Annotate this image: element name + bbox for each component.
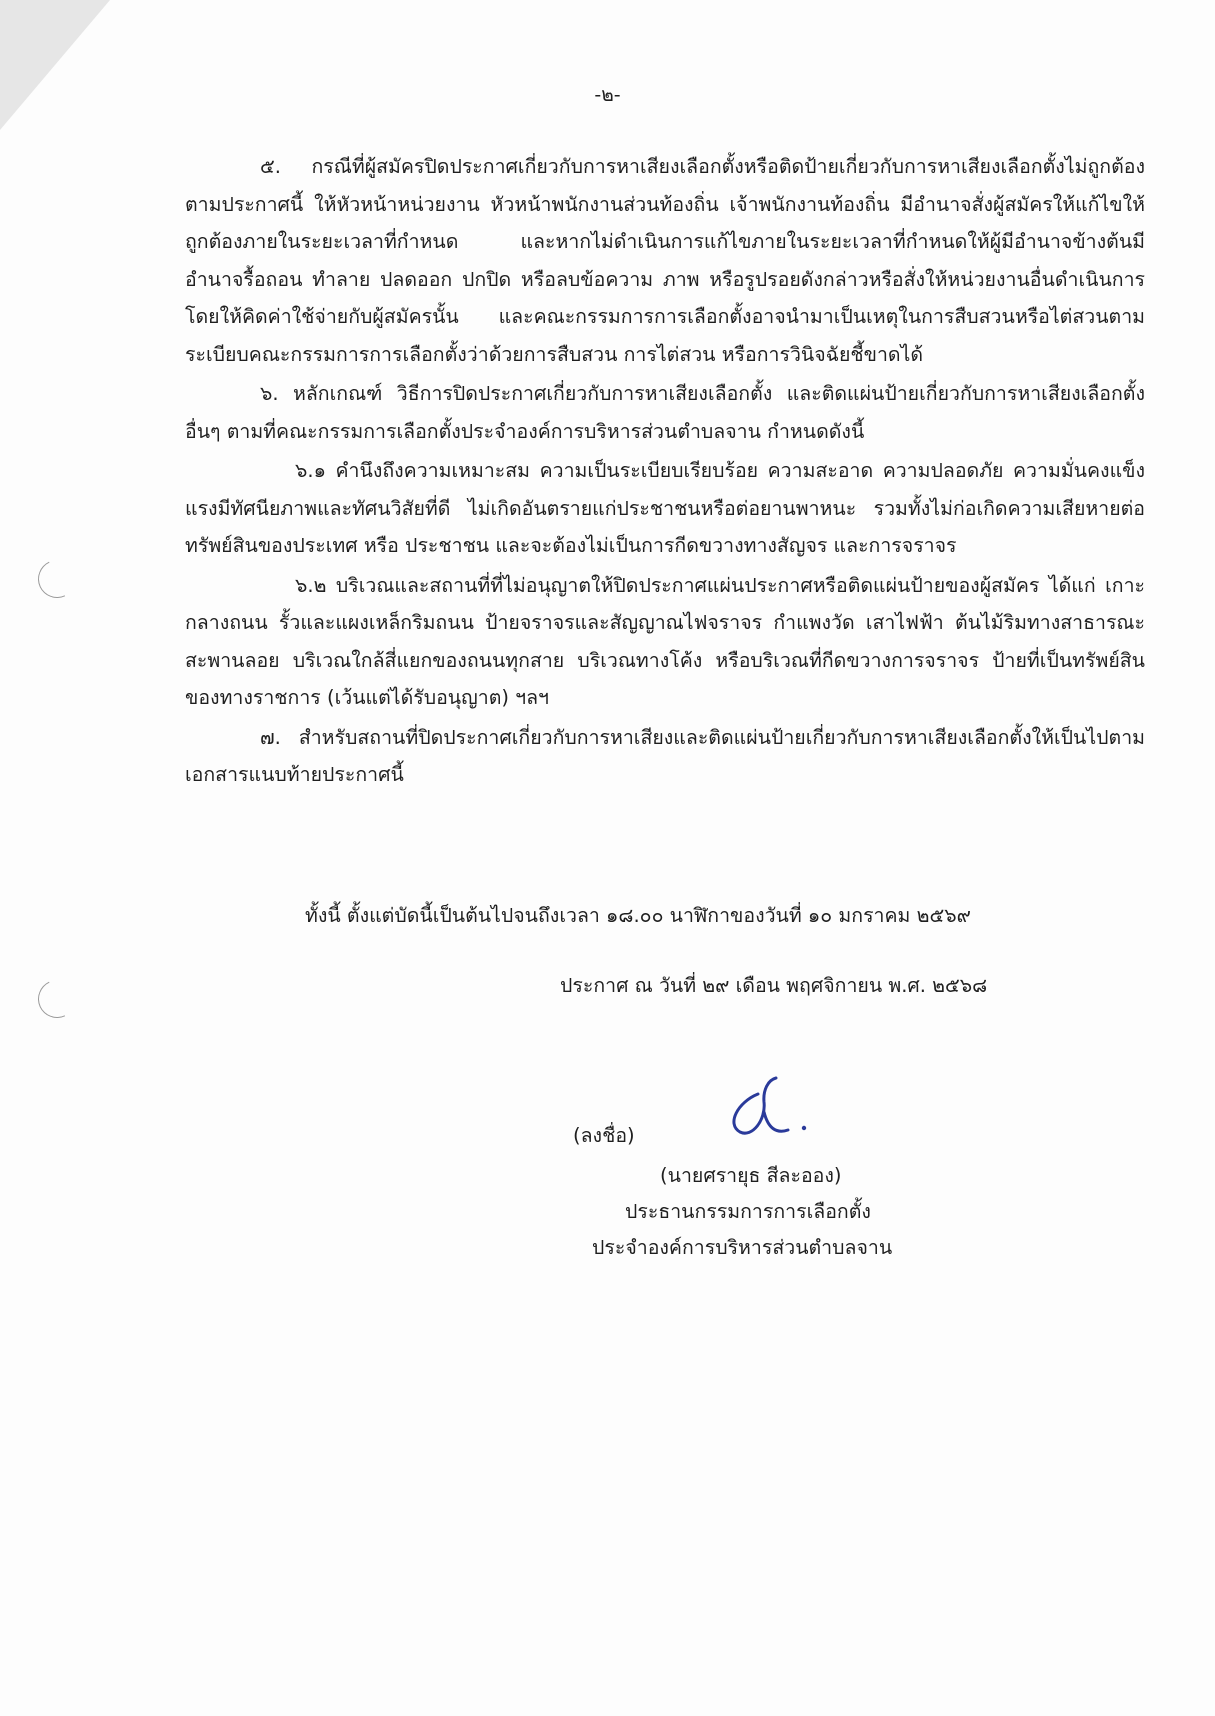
page-number: -๒- (594, 84, 621, 106)
paragraph-5: ๕. กรณีที่ผู้สมัครปิดประกาศเกี่ยวกับการหาเสียงเลือกตั้งหรือติดป้ายเกี่ยวกับการหาเสียงเลือกตั้งไม่ถูกต้องตามประกาศนี้ ให้หัวหน้าหน่วยงาน หัวหน้าพนักงานส่วนท้องถิ่น เจ้าพนักงานท้องถิ่น มีอำนาจสั่งผู้สมัครให้แก้ไขให้ถูกต้องภายในระยะเวลาที่กำหนด และหากไม่ดำเนินการแก้ไขภายในระยะเวลาที่กำหนดให้ผู้มีอำนาจข้างต้นมีอำนาจรื้อถอน ทำลาย ปลดออก ปกปิด หรือลบข้อความ ภาพ หรือรูปรอยดังกล่าวหรือสั่งให้หน่วยงานอื่นดำเนินการ โดยให้คิดค่าใช้จ่ายกับผู้สมัครนั้น และคณะกรรมการการเลือกตั้งอาจนำมาเป็นเหตุในการสืบสวนหรือไต่สวนตามระเบียบคณะกรรมการการเลือกตั้งว่าด้วยการสืบสวน การไต่สวน หรือการวินิจฉัยชี้ขาดได้ (185, 155, 1145, 366)
punch-hole-mark (33, 555, 82, 604)
signer-organization: ประจำองค์การบริหารส่วนตำบลจาน (592, 1236, 893, 1259)
document-body (185, 148, 1145, 794)
handwritten-signature (718, 1072, 828, 1142)
effective-period: ทั้งนี้ ตั้งแต่บัดนี้เป็นต้นไปจนถึงเวลา ๑๘.๐๐ นาฬิกาของวันที่ ๑๐ มกราคม ๒๕๖๙ (305, 904, 971, 927)
paragraph-6: ๖. หลักเกณฑ์ วิธีการปิดประกาศเกี่ยวกับการหาเสียงเลือกตั้ง และติดแผ่นป้ายเกี่ยวกับการหาเสียงเลือกตั้งอื่นๆ ตามที่คณะกรรมการเลือกตั้งประจำองค์การบริหารส่วนตำบลจาน กำหนดดังนี้ (185, 382, 1145, 443)
signature-label: (ลงชื่อ) (573, 1124, 635, 1147)
corner-fold (0, 0, 110, 130)
signer-title: ประธานกรรมการการเลือกตั้ง (625, 1200, 871, 1223)
announcement-date: ประกาศ ณ วันที่ ๒๙ เดือน พฤศจิกายน พ.ศ. ๒๕๖๘ (560, 974, 988, 997)
signer-name: (นายศรายุธ สีละออง) (660, 1164, 842, 1187)
paragraph-6-1: ๖.๑ คำนึงถึงความเหมาะสม ความเป็นระเบียบเรียบร้อย ความสะอาด ความปลอดภัย ความมั่นคงแข็งแรงมีทัศนียภาพและทัศนวิสัยที่ดี ไม่เกิดอันตรายแก่ประชาชนหรือต่อยานพาหนะ รวมทั้งไม่ก่อเกิดความเสียหายต่อทรัพย์สินของประเทศ หรือ ประชาชน และจะต้องไม่เป็นการกีดขวางทางสัญจร และการจราจร (185, 459, 1145, 557)
punch-hole-mark (33, 975, 82, 1024)
paragraph-7: ๗. สำหรับสถานที่ปิดประกาศเกี่ยวกับการหาเสียงและติดแผ่นป้ายเกี่ยวกับการหาเสียงเลือกตั้งให้เป็นไปตามเอกสารแนบท้ายประกาศนี้ (185, 725, 1145, 786)
paragraph-6-2: ๖.๒ บริเวณและสถานที่ที่ไม่อนุญาตให้ปิดประกาศแผ่นประกาศหรือติดแผ่นป้ายของผู้สมัคร ได้แก่ เกาะกลางถนน รั้วและแผงเหล็กริมถนน ป้ายจราจรและสัญญาณไฟจราจร กำแพงวัด เสาไฟฟ้า ต้นไม้ริมทางสาธารณะ สะพานลอย บริเวณใกล้สี่แยกของถนนทุกสาย บริเวณทางโค้ง หรือบริเวณที่กีดขวางการจราจร ป้ายที่เป็นทรัพย์สินของทางราชการ (เว้นแต่ได้รับอนุญาต) ฯลฯ (185, 573, 1145, 709)
